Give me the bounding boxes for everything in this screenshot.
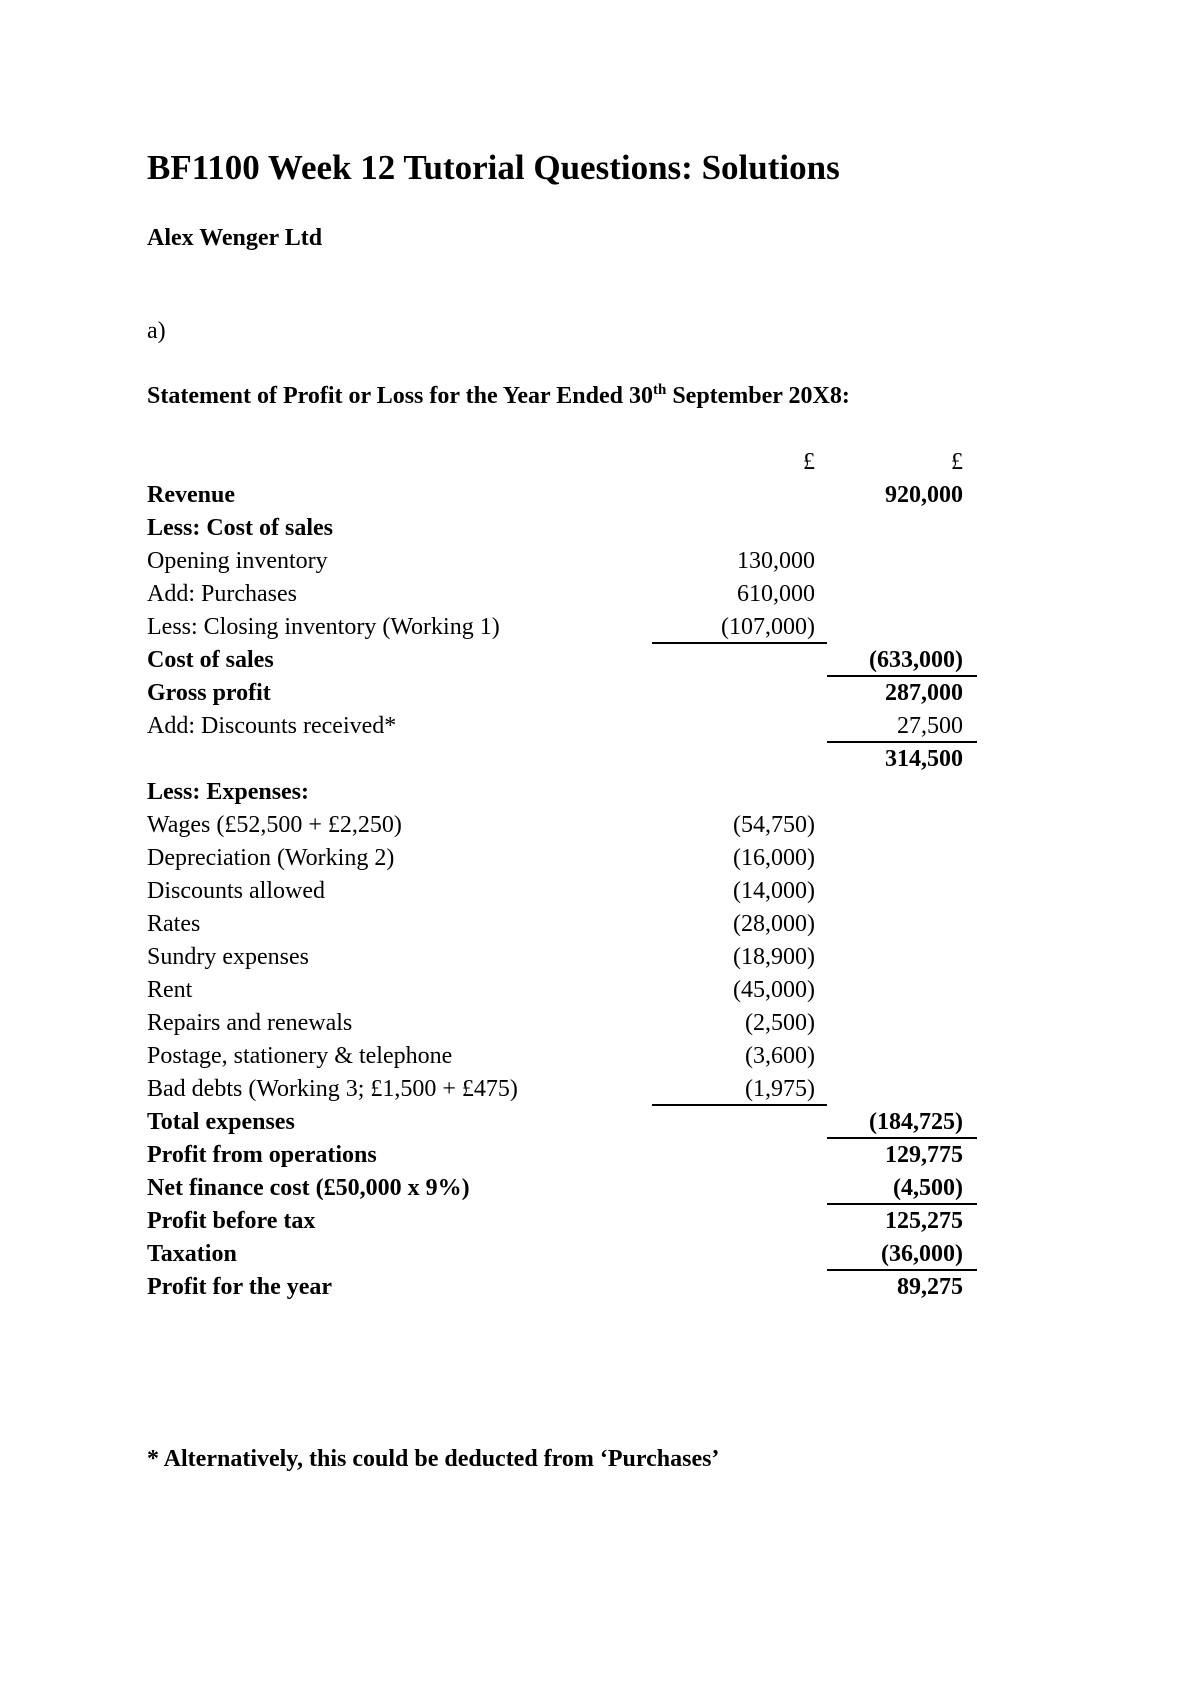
row-total-amount: (633,000): [827, 644, 977, 677]
row-subtotal-amount: (54,750): [733, 812, 815, 838]
row-total-amount: (184,725): [827, 1106, 977, 1139]
row-label: Gross profit: [147, 680, 271, 706]
statement-row: [147, 644, 977, 677]
row-total-amount: 89,275: [897, 1274, 963, 1300]
row-total-amount: [827, 809, 977, 842]
row-label: Total expenses: [147, 1109, 295, 1135]
row-label: Postage, stationery & telephone: [147, 1043, 453, 1069]
row-total-amount: 287,000: [885, 680, 963, 706]
row-subtotal-amount: [652, 1139, 827, 1172]
row-subtotal-amount: [652, 710, 827, 743]
row-total-amount: (4,500): [827, 1172, 977, 1205]
row-label: Bad debts (Working 3; £1,500 + £475): [147, 1076, 518, 1102]
statement-row: [147, 677, 977, 710]
row-subtotal-amount: [652, 743, 827, 776]
row-subtotal-amount: (2,500): [745, 1010, 815, 1036]
row-total-amount: [827, 875, 977, 908]
statement-row: [147, 1073, 977, 1106]
statement-row: [147, 875, 977, 908]
row-subtotal-amount: [652, 1106, 827, 1139]
statement-row: [147, 1238, 977, 1271]
row-total-amount: [827, 1040, 977, 1073]
row-subtotal-amount: (28,000): [733, 911, 815, 937]
row-subtotal-amount: [652, 776, 827, 809]
statement-row: [147, 1271, 977, 1304]
row-subtotal-amount: [652, 677, 827, 710]
row-label: Repairs and renewals: [147, 1010, 353, 1036]
row-label: Depreciation (Working 2): [147, 845, 395, 871]
row-label: Add: Discounts received*: [147, 713, 397, 739]
part-label: a): [147, 318, 166, 344]
statement-row: [147, 1172, 977, 1205]
row-total-amount: [827, 545, 977, 578]
row-subtotal-amount: (1,975): [652, 1073, 827, 1106]
row-subtotal-amount: (45,000): [733, 977, 815, 1003]
row-label: Add: Purchases: [147, 581, 297, 607]
statement-row: [147, 1040, 977, 1073]
row-label: Profit before tax: [147, 1208, 316, 1234]
row-subtotal-amount: (18,900): [733, 944, 815, 970]
row-total-amount: [827, 941, 977, 974]
row-total-amount: 125,275: [885, 1208, 963, 1234]
footnote: * Alternatively, this could be deducted from ‘Purchases’: [147, 1446, 720, 1472]
statement-row: [147, 512, 977, 545]
row-subtotal-amount: 610,000: [737, 581, 815, 607]
statement-row: [147, 776, 977, 809]
row-total-amount: [827, 578, 977, 611]
statement-row: [147, 611, 977, 644]
row-subtotal-amount: [652, 644, 827, 677]
profit-loss-statement: [147, 446, 977, 1304]
statement-row: [147, 710, 977, 743]
statement-row: [147, 974, 977, 1007]
document-title: BF1100 Week 12 Tutorial Questions: Solutions: [147, 148, 840, 187]
row-total-amount: [827, 842, 977, 875]
row-total-amount: £: [951, 449, 963, 475]
statement-heading-start: Statement of Profit or Loss for the Year Ended 30: [147, 383, 653, 409]
statement-row: [147, 1205, 977, 1238]
row-total-amount: [827, 908, 977, 941]
row-label: Wages (£52,500 + £2,250): [147, 812, 402, 838]
statement-row: [147, 941, 977, 974]
row-label: Less: Expenses:: [147, 779, 310, 805]
statement-heading-end: September 20X8:: [666, 383, 850, 409]
row-label: Profit for the year: [147, 1274, 333, 1300]
statement-heading-superscript: th: [652, 382, 667, 398]
row-subtotal-amount: [652, 1271, 827, 1304]
row-subtotal-amount: [652, 1238, 827, 1271]
statement-row: [147, 1106, 977, 1139]
statement-row: [147, 446, 977, 479]
row-subtotal-amount: (14,000): [733, 878, 815, 904]
row-label: Less: Cost of sales: [147, 515, 333, 541]
statement-row: [147, 479, 977, 512]
row-subtotal-amount: [652, 1172, 827, 1205]
row-label: Cost of sales: [147, 647, 274, 673]
row-subtotal-amount: [652, 479, 827, 512]
row-subtotal-amount: (3,600): [745, 1043, 815, 1069]
statement-row: [147, 809, 977, 842]
row-label: Revenue: [147, 482, 235, 508]
statement-row: [147, 578, 977, 611]
row-total-amount: [827, 611, 977, 644]
row-subtotal-amount: [652, 512, 827, 545]
row-subtotal-amount: [652, 1205, 827, 1238]
row-total-amount: [827, 1007, 977, 1040]
row-total-amount: 27,500: [827, 710, 977, 743]
statement-row: [147, 842, 977, 875]
row-total-amount: (36,000): [827, 1238, 977, 1271]
row-label: Less: Closing inventory (Working 1): [147, 614, 500, 640]
row-label: Profit from operations: [147, 1142, 377, 1168]
row-label: Rent: [147, 977, 193, 1003]
row-total-amount: [827, 974, 977, 1007]
row-total-amount: [827, 512, 977, 545]
statement-heading: [147, 383, 850, 410]
row-subtotal-amount: 130,000: [737, 548, 815, 574]
row-total-amount: 314,500: [885, 746, 963, 772]
row-total-amount: 129,775: [885, 1142, 963, 1168]
statement-row: [147, 743, 977, 776]
company-name: Alex Wenger Ltd: [147, 225, 323, 251]
row-label: Rates: [147, 911, 201, 937]
row-label: Sundry expenses: [147, 944, 309, 970]
statement-row: [147, 1139, 977, 1172]
row-total-amount: 920,000: [885, 482, 963, 508]
row-label: Discounts allowed: [147, 878, 325, 904]
statement-row: [147, 545, 977, 578]
row-label: Taxation: [147, 1241, 237, 1267]
row-total-amount: [827, 1073, 977, 1106]
row-subtotal-amount: (107,000): [652, 611, 827, 644]
row-label: Net finance cost (£50,000 x 9%): [147, 1175, 470, 1201]
statement-row: [147, 908, 977, 941]
row-subtotal-amount: (16,000): [733, 845, 815, 871]
statement-row: [147, 1007, 977, 1040]
row-subtotal-amount: £: [803, 449, 815, 475]
row-total-amount: [827, 776, 977, 809]
row-label: Opening inventory: [147, 548, 328, 574]
